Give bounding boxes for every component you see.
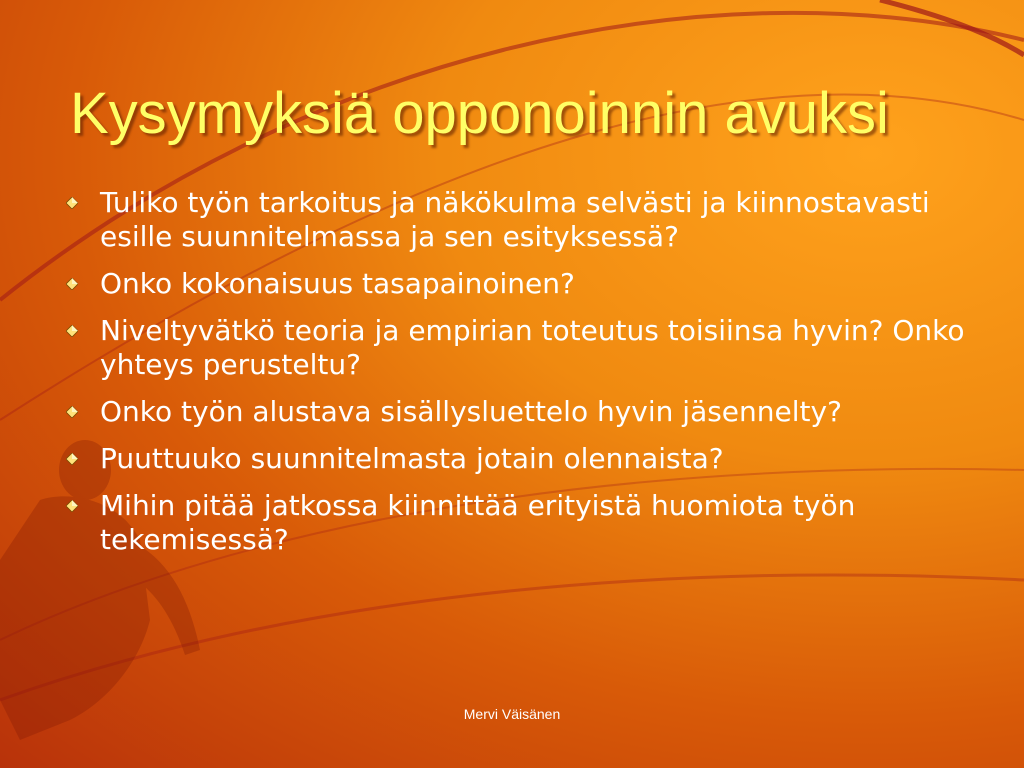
gold-diamond-bullet-icon — [66, 325, 78, 337]
list-item — [100, 267, 980, 301]
bullet-list — [100, 186, 980, 570]
list-item — [100, 314, 980, 382]
footer-author: Mervi Väisänen — [463, 706, 561, 722]
list-item — [100, 395, 980, 429]
list-item — [100, 186, 980, 254]
gold-diamond-bullet-icon — [66, 197, 78, 209]
bullet-text: Tuliko työn tarkoitus ja näkökulma selvästi ja kiinnostavasti esille suunnitelmassa ja sen esityksessä? — [100, 186, 930, 253]
list-item — [100, 489, 980, 557]
slide-title: Kysymyksiä opponoinnin avuksi — [70, 81, 889, 146]
gold-diamond-bullet-icon — [66, 453, 78, 465]
bullet-text: Puuttuuko suunnitelmasta jotain olennaista? — [100, 442, 724, 475]
bullet-text: Mihin pitää jatkossa kiinnittää erityistä huomiota työn tekemisessä? — [100, 489, 856, 556]
gold-diamond-bullet-icon — [66, 406, 78, 418]
list-item — [100, 442, 980, 476]
gold-diamond-bullet-icon — [66, 278, 78, 290]
gold-diamond-bullet-icon — [66, 500, 78, 512]
bullet-text: Onko kokonaisuus tasapainoinen? — [100, 267, 575, 300]
bullet-text: Onko työn alustava sisällysluettelo hyvin jäsennelty? — [100, 395, 842, 428]
bullet-text: Niveltyvätkö teoria ja empirian toteutus toisiinsa hyvin? Onko yhteys perusteltu? — [100, 314, 965, 381]
